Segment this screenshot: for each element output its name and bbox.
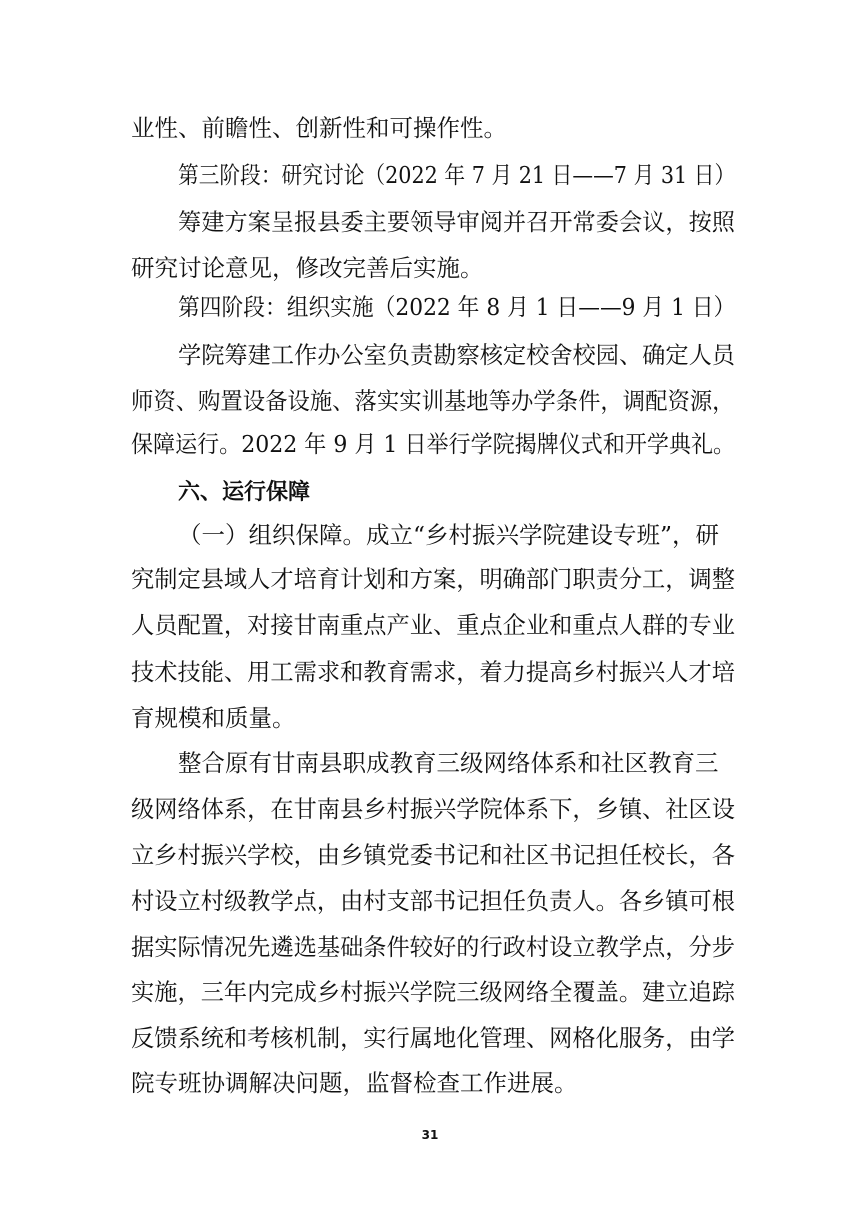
text-line: 育规模和质量。 [131,704,296,732]
text-line: 院专班协调解决问题，监督检查工作进展。 [131,1069,578,1097]
text-line: 学院筹建工作办公室负责勘察核定校舍校园、确定人员 [178,341,736,369]
text-line: 研究讨论意见，修改完善后实施。 [131,254,484,282]
text-line: 究制定县域人才培育计划和方案，明确部门职责分工，调整 [131,565,735,593]
page-number: 31 [421,1128,439,1142]
text-line: 立乡村振兴学校，由乡镇党委书记和社区书记担任校长，各 [131,841,735,869]
text-line: 人员配置，对接甘南重点产业、重点企业和重点人群的专业 [131,611,735,639]
section-heading: 六、运行保障 [178,480,311,505]
phase-three-line: 第三阶段：研究讨论（2022 年 7 月 21 日——7 月 31 日） [178,161,736,189]
text-line: 据实际情况先遴选基础条件较好的行政村设立教学点，分步 [131,933,735,961]
text-line: 村设立村级教学点，由村支部书记担任负责人。各乡镇可根 [131,887,735,915]
text-line: 师资、购置设备设施、落实实训基地等办学条件，调配资源， [131,387,735,415]
text-line: 整合原有甘南县职成教育三级网络体系和社区教育三 [178,749,719,777]
text-line: 业性、前瞻性、创新性和可操作性。 [131,114,507,142]
text-line: 技术技能、用工需求和教育需求，着力提高乡村振兴人才培 [131,658,735,686]
text-line: 筹建方案呈报县委主要领导审阅并召开常委会议，按照 [178,208,736,236]
phase-four-line: 第四阶段：组织实施（2022 年 8 月 1 日——9 月 1 日） [178,293,736,321]
text-line: （一）组织保障。成立“乡村振兴学院建设专班”，研 [178,521,720,549]
text-line: 保障运行。2022 年 9 月 1 日举行学院揭牌仪式和开学典礼。 [131,430,736,458]
text-line: 实施，三年内完成乡村振兴学院三级网络全覆盖。建立追踪 [131,978,735,1006]
text-line: 反馈系统和考核机制，实行属地化管理、网格化服务，由学 [131,1024,735,1052]
text-line: 级网络体系，在甘南县乡村振兴学院体系下，乡镇、社区设 [131,795,735,823]
